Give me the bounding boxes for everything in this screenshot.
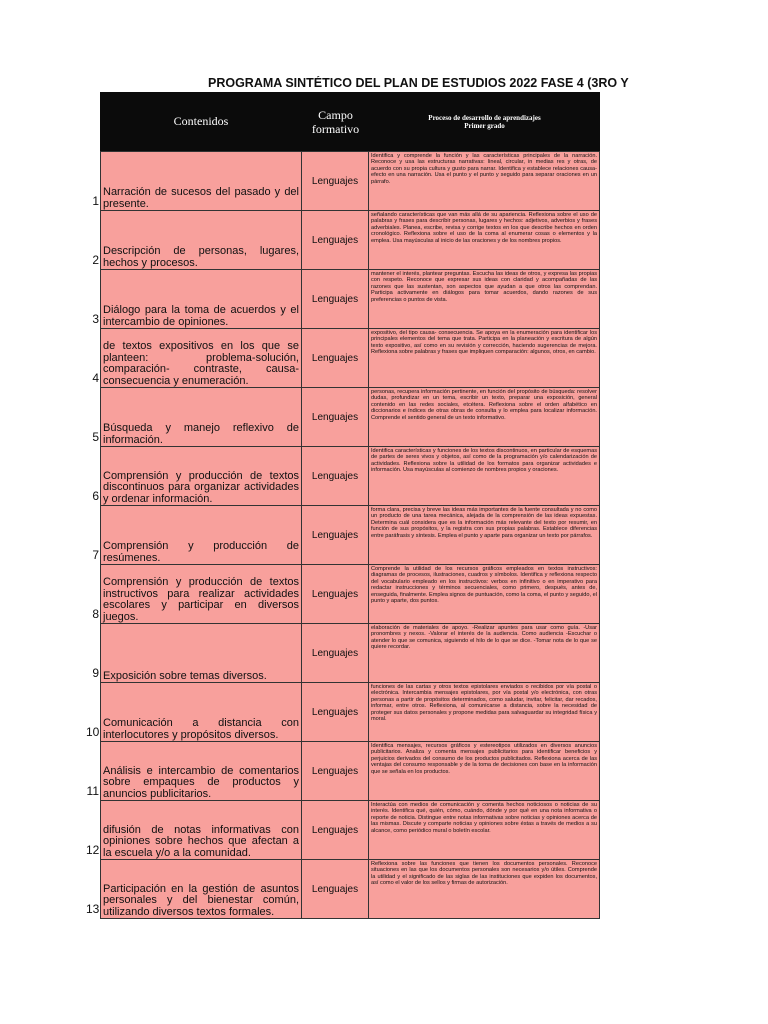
campo-formativo-cell: Lenguajes [302,211,369,269]
row-number: 6 [92,489,99,503]
contenido-text: difusión de notas informativas con opiniones sobre hechos que afectan a la escuela y/o a la comunidad. [103,823,299,859]
table-row [92,505,600,564]
table-row [92,269,600,328]
proceso-cell: funciones de las cartas y otros textos epistolares enviados o recibidos por vía postal o electrónica. Intercambia mensajes epistolares, por vía postal y/o electrónica, con otras personas a partir de propósitos determinados, como saludar, invitar, felicitar, dar recados, informar, entre otros. Reflexiona, al comunicarse a distancia, sobre la necesidad de proteger sus datos personales y propone medidas para salvaguardar su integridad física y moral. [369,683,600,741]
table-row [92,446,600,505]
contenido-cell [100,801,302,859]
contenido-cell [100,683,302,741]
campo-formativo-cell: Lenguajes [302,152,369,210]
table-row [92,151,600,210]
campo-formativo-cell: Lenguajes [302,624,369,682]
table-row [92,387,600,446]
contenido-cell [100,211,302,269]
proceso-cell: Interactúa con medios de comunicación y comenta hechos noticiosos o noticias de su interés. Identifica qué, quién, cómo, cuándo, dónde y por qué en una nota informativa o reporte de noticia. Distingue entre notas informativas sobre noticias y opiniones acerca de las mismas. Discute y comparte noticias y opiniones sobre éstas a través de medios a su alcance, como periódico mural o boletín escolar. [369,801,600,859]
contenido-cell [100,270,302,328]
table-row [92,210,600,269]
row-number: 9 [92,666,99,680]
campo-formativo-cell: Lenguajes [302,742,369,800]
contenido-text: Comprensión y producción de resúmenes. [103,540,299,564]
contenido-cell [100,565,302,623]
header-campo-formativo: Campo formativo [311,107,360,136]
contenido-cell [100,447,302,505]
table-body [86,151,600,919]
campo-formativo-cell: Lenguajes [302,447,369,505]
contenido-text: Comprensión y producción de textos discontinuos para organizar actividades y ordenar información. [103,469,299,505]
contenido-text: Diálogo para la toma de acuerdos y el intercambio de opiniones. [103,304,299,328]
campo-formativo-cell: Lenguajes [302,506,369,564]
campo-formativo-cell: Lenguajes [302,565,369,623]
contenido-cell [100,506,302,564]
curriculum-table [86,92,600,919]
contenido-cell [100,624,302,682]
row-number: 1 [92,194,99,208]
proceso-cell: Identifica características y funciones de los textos discontinuos, en particular de esquemas de partes de seres vivos y objetos, así como de la programación y/o calendarización de actividades. Reflexiona sobre la utilidad de los formatos para organizar actividades e información. Usa mayúsculas al comienzo de nombres propios y oraciones. [369,447,600,505]
campo-formativo-cell: Lenguajes [302,388,369,446]
contenido-text: Análisis e intercambio de comentarios sobre empaques de productos y anuncios publicitarios. [103,764,299,800]
row-number: 3 [92,312,99,326]
proceso-cell: señalando características que van más allá de su apariencia. Reflexiona sobre el uso de palabras y frases para describir personas, lugares y hechos: adjetivos, adverbios y frases adverbiales. Planea, escribe, revisa y corrige textos en los que describe hechos en orden cronológico. Reflexiona sobre el uso de la coma al enumerar cosas o elementos y la emplea. Usa mayúsculas al inicio de las oraciones y de los nombres propios. [369,211,600,269]
contenido-text: Comprensión y producción de textos instructivos para realizar actividades escolares y participar en diversos juegos. [103,576,299,623]
campo-formativo-cell: Lenguajes [302,860,369,918]
contenido-text: Comunicación a distancia con interlocutores y propósitos diversos. [103,717,299,741]
proceso-cell: Identifica y comprende la función y las características principales de la narración. Reconoce y usa las estructuras narrativas: lineal, circular, in medias res y otras, de acuerdo con su propia cultura y gusto para narrar. Identifica y establece relaciones causa-efecto en una narración. Usa el punto y el punto y seguido para separar oraciones en un párrafo. [369,152,600,210]
table-row [86,859,600,919]
header-contenidos: Contenidos [173,114,229,128]
row-number: 4 [92,371,99,385]
proceso-cell: forma clara, precisa y breve las ideas más importantes de la fuente consultada y no como un producto de una tarea mecánica, alejada de la comprensión de las ideas expuestas. Determina cuál considera que es la información más relevante del texto por resumir, en función de sus propósitos, y la registra con sus propias palabras. Establece diferencias entre paráfrasis y síntesis. Emplea el punto y aparte para organizar un texto por párrafos. [369,506,600,564]
row-number: 7 [92,548,99,562]
contenido-text: Narración de sucesos del pasado y del presente. [103,186,299,210]
contenido-text: Descripción de personas, lugares, hechos y procesos. [103,245,299,269]
row-number: 2 [92,253,99,267]
table-row [86,682,600,741]
table-row [86,741,600,800]
row-number: 13 [86,902,100,916]
proceso-cell: Reflexiona sobre las funciones que tienen los documentos personales. Reconoce situaciones en las que los documentos personales son necesarios y/o útiles. Comprende la utilidad y el significado de las siglas de las instituciones que expiden los documentos, así como el valor de los sellos y firmas de autorización. [369,860,600,918]
contenido-text: de textos expositivos en los que se planteen: problema-solución, comparación- contraste, causa- consecuencia y enumeración. [103,340,299,387]
campo-formativo-cell: Lenguajes [302,683,369,741]
row-number: 8 [92,607,99,621]
contenido-text: Participación en la gestión de asuntos personales y del bienestar común, utilizando diversos textos formales. [103,882,299,918]
row-number: 10 [86,725,100,739]
proceso-cell: personas, recupera información pertinente, en función del propósito de búsqueda: resolver dudas, profundizar en un tema, escribir un texto, preparar una exposición, general contenido en las redes sociales, etcétera. Reflexiona sobre el orden alfabético en diccionarios e índices de otras obras de consulta y lo emplea para localizar información. Comprende el sentido general de un texto informativo. [369,388,600,446]
contenido-cell [100,388,302,446]
proceso-cell: expositivo, del tipo causa- consecuencia. Se apoya en la enumeración para identificar los principales elementos del tema que trata. Participa en la planeación y escritura de algún texto expositivo, así como en su revisión y corrección, haciendo sugerencias de mejora. Reflexiona sobre palabras y frases que impliquen comparación: algunos, otros, en cambio. [369,329,600,387]
proceso-cell: Comprende la utilidad de los recursos gráficos empleados en textos instructivos: diagramas de procesos, ilustraciones, cuadros y símbolos. Identifica y reflexiona respecto del vocabulario empleado en los instructivos: verbos en infinitivo o en imperativo para redactar instrucciones y términos secuenciales, como primero, después, antes de, enseguida, finalmente. Emplea signos de puntuación, como la coma, el punto y seguido, el punto y aparte, dos puntos. [369,565,600,623]
row-number: 12 [86,843,100,857]
table-row [92,623,600,682]
contenido-cell [100,860,302,918]
contenido-cell [100,152,302,210]
table-row [86,800,600,859]
table-row [92,564,600,623]
contenido-cell [100,329,302,387]
header-proceso-grade: Primer grado [464,121,505,130]
header-proceso-title: Proceso de desarrollo de aprendizajes [428,113,541,122]
campo-formativo-cell: Lenguajes [302,270,369,328]
proceso-cell: mantener el interés, plantear preguntas. Escucha las ideas de otros, y expresa las propias con respeto. Reconoce que expresar sus ideas con claridad y acompañadas de las razones que las sustentan, son aspectos que ayudan a que otros las comprendan. Participa activamente en diálogos para tomar acuerdos, dando razones de sus preferencias o puntos de vista. [369,270,600,328]
row-number: 5 [92,430,99,444]
campo-formativo-cell: Lenguajes [302,801,369,859]
campo-formativo-cell: Lenguajes [302,329,369,387]
table-header [100,92,600,151]
contenido-text: Búsqueda y manejo reflexivo de información. [103,422,299,446]
proceso-cell: elaboración de materiales de apoyo. -Realizar apuntes para usar como guía. -Usar pronombres y nexos. -Valorar el interés de la audiencia. Como audiencia -Escuchar o atender lo que se comunica, siguiendo el hilo de lo que se dice. -Tomar nota de lo que se quiere recordar. [369,624,600,682]
header-proceso [369,92,600,151]
proceso-cell: Identifica mensajes, recursos gráficos y estereotipos utilizados en diversos anuncios publicitarios. Analiza y comenta mensajes publicitarios para identificar beneficios y perjuicios derivados del consumo de los productos publicitados. Reflexiona acerca de las ventajas del consumo responsable y de la toma de decisiones con base en la información que se señala en los productos. [369,742,600,800]
page-title: PROGRAMA SINTÉTICO DEL PLAN DE ESTUDIOS 2022 FASE 4 (3RO Y [208,76,629,90]
contenido-cell [100,742,302,800]
contenido-text: Exposición sobre temas diversos. [103,669,267,682]
row-number: 11 [86,784,99,798]
table-row [92,328,600,387]
